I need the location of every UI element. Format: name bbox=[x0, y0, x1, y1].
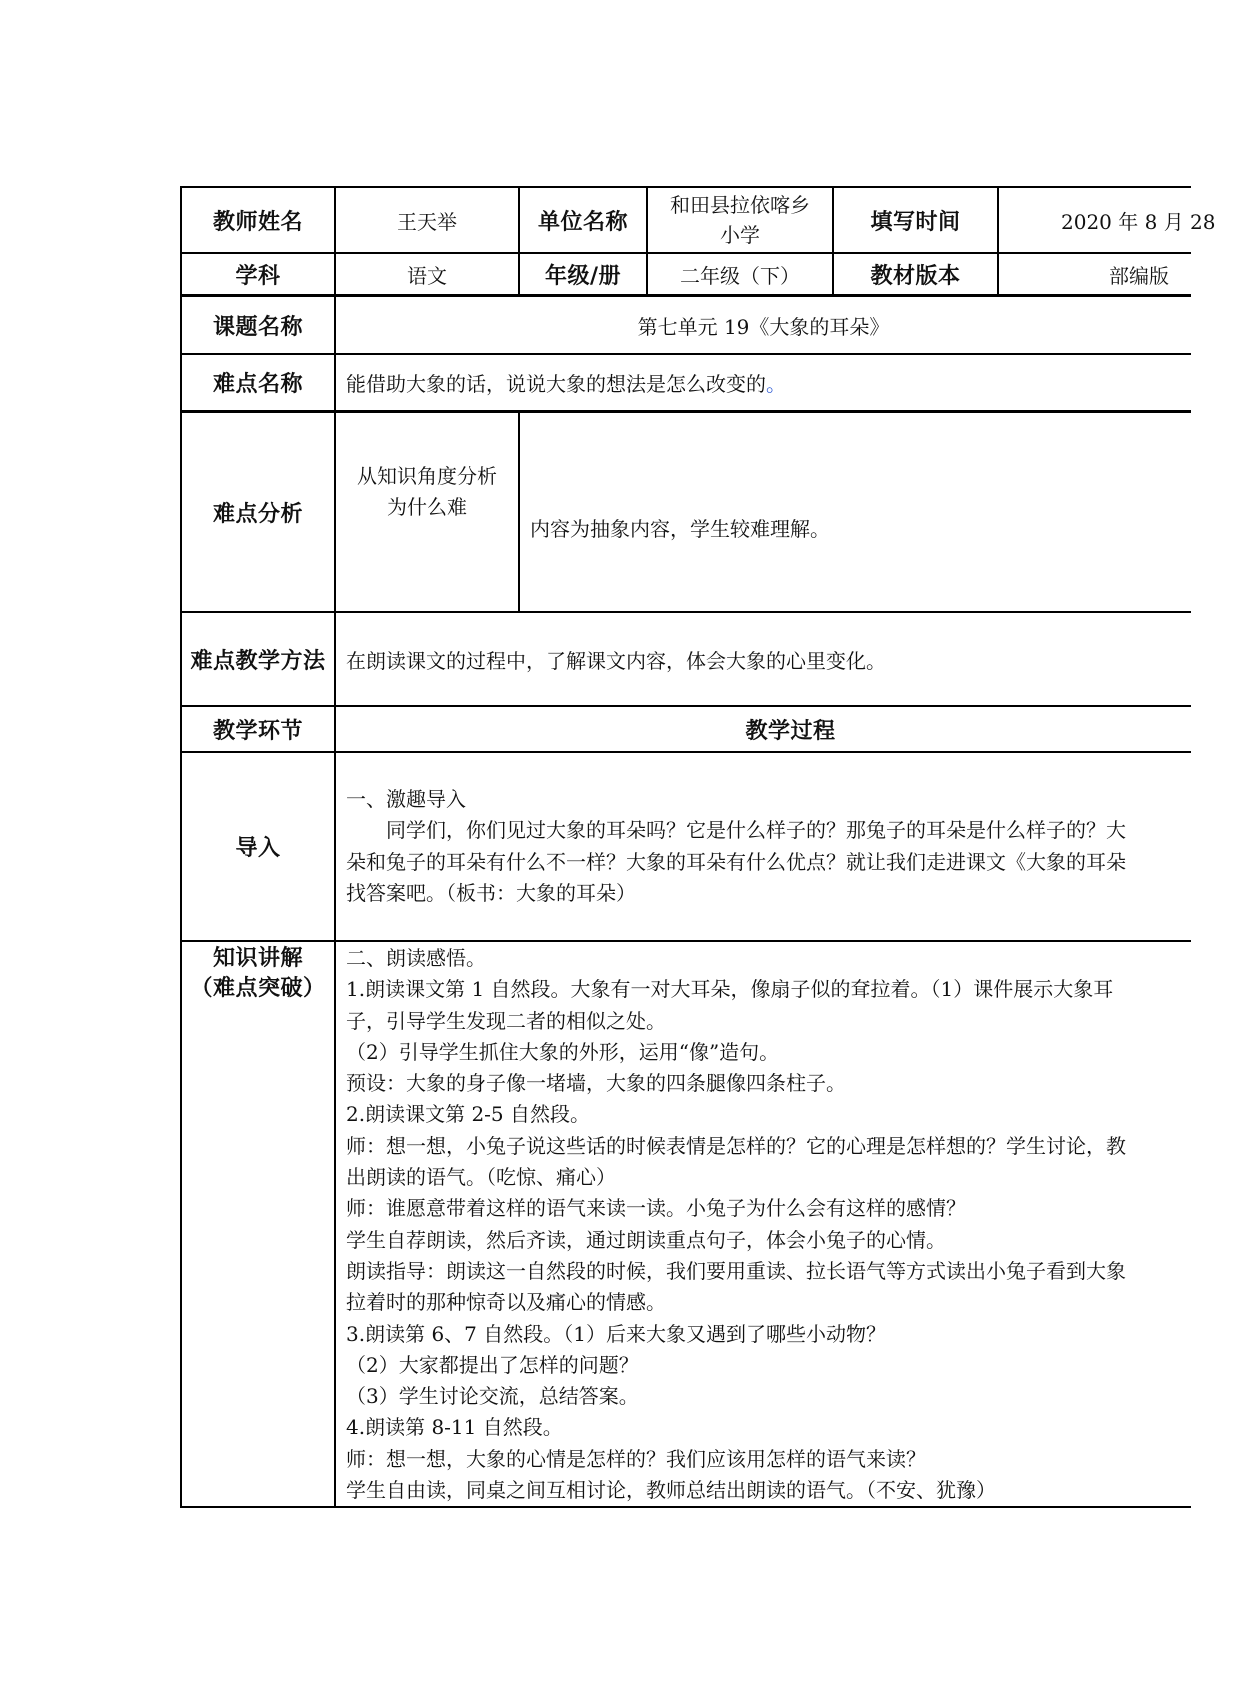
intro-line: 找答案吧。（板书：大象的耳朵） bbox=[346, 880, 636, 905]
stage-label: 教学环节 bbox=[212, 718, 303, 744]
difficulty-value bbox=[336, 355, 1191, 410]
topic-value: 第七单元 19《大象的耳朵》 bbox=[637, 314, 890, 339]
fill-date-value: 2020 年 8 月 28 bbox=[1061, 209, 1216, 234]
knowledge-line: （2）大家都提出了怎样的问题？ bbox=[346, 1352, 639, 1377]
knowledge-line: 学生自由读，同桌之间互相讨论，教师总结出朗读的语气。（不安、犹豫） bbox=[346, 1478, 996, 1503]
grade-label: 年级/册 bbox=[544, 263, 622, 289]
knowledge-label bbox=[182, 942, 334, 1006]
knowledge-line: 拉着时的那种惊奇以及痛心的情感。 bbox=[346, 1290, 666, 1315]
knowledge-line: 师：想一想，大象的心情是怎样的？我们应该用怎样的语气来读？ bbox=[346, 1446, 926, 1471]
method-label: 难点教学方法 bbox=[190, 648, 326, 674]
knowledge-line: 预设：大象的身子像一堵墙，大象的四条腿像四条柱子。 bbox=[346, 1071, 846, 1096]
knowledge-label-line2: （难点突破） bbox=[190, 976, 326, 1001]
grade-value: 二年级（下） bbox=[680, 263, 800, 288]
unit-name-line2: 小学 bbox=[720, 223, 760, 247]
knowledge-line: （2）引导学生抓住大象的外形，运用“像”造句。 bbox=[346, 1039, 780, 1064]
knowledge-line: （3）学生讨论交流，总结答案。 bbox=[346, 1384, 639, 1409]
unit-name-label: 单位名称 bbox=[537, 209, 628, 235]
edition-label: 教材版本 bbox=[870, 263, 961, 289]
knowledge-line: 师：想一想，小兔子说这些话的时候表情是怎样的？它的心理是怎样想的？学生讨论，教 bbox=[346, 1133, 1126, 1158]
unit-name-line1: 和田县拉依喀乡 bbox=[670, 193, 810, 217]
knowledge-line: 2.朗读课文第 2-5 自然段。 bbox=[346, 1102, 591, 1127]
edition-value: 部编版 bbox=[1109, 263, 1169, 288]
difficulty-label: 难点名称 bbox=[212, 372, 303, 397]
knowledge-line: 学生自荐朗读，然后齐读，通过朗读重点句子，体会小兔子的心情。 bbox=[346, 1227, 946, 1252]
difficulty-text: 能借助大象的话，说说大象的想法是怎么改变的 bbox=[346, 372, 766, 396]
knowledge-line: 出朗读的语气。（吃惊、痛心） bbox=[346, 1165, 616, 1190]
knowledge-label-line1: 知识讲解 bbox=[212, 946, 303, 971]
difficulty-period: 。 bbox=[766, 372, 786, 396]
analysis-sub-line1: 从知识角度分析 bbox=[357, 464, 497, 488]
knowledge-line: 4.朗读第 8-11 自然段。 bbox=[346, 1415, 563, 1440]
topic-label: 课题名称 bbox=[212, 314, 303, 340]
process-label: 教学过程 bbox=[745, 718, 836, 744]
intro-line: 朵和兔子的耳朵有什么不一样？大象的耳朵有什么优点？就让我们走进课文《大象的耳朵 bbox=[346, 849, 1126, 874]
analysis-subheading bbox=[336, 413, 518, 611]
analysis-sub-line2: 为什么难 bbox=[387, 495, 467, 519]
knowledge-line: 二、朗读感悟。 bbox=[346, 946, 486, 970]
intro-line: 一、激趣导入 bbox=[346, 787, 466, 811]
subject-value: 语文 bbox=[407, 263, 447, 288]
intro-content bbox=[346, 784, 1126, 909]
intro-line: 同学们，你们见过大象的耳朵吗？它是什么样子的？那兔子的耳朵是什么样子的？大 bbox=[386, 818, 1126, 843]
teacher-name-value: 王天举 bbox=[397, 209, 457, 234]
subject-label: 学科 bbox=[235, 263, 281, 289]
fill-date-label: 填写时间 bbox=[870, 209, 961, 235]
knowledge-content bbox=[346, 943, 1126, 1506]
analysis-value: 内容为抽象内容，学生较难理解。 bbox=[530, 516, 830, 541]
knowledge-line: 1.朗读课文第 1 自然段。大象有一对大耳朵，像扇子似的耷拉着。（1）课件展示大象耳 bbox=[346, 977, 1114, 1002]
knowledge-line: 师：谁愿意带着这样的语气来读一读。小兔子为什么会有这样的感情？ bbox=[346, 1196, 966, 1221]
analysis-label: 难点分析 bbox=[212, 501, 303, 527]
knowledge-line: 朗读指导：朗读这一自然段的时候，我们要用重读、拉长语气等方式读出小兔子看到大象 bbox=[346, 1258, 1126, 1283]
unit-name-value bbox=[648, 188, 832, 252]
method-value: 在朗读课文的过程中，了解课文内容，体会大象的心里变化。 bbox=[346, 648, 886, 673]
knowledge-line: 3.朗读第 6、7 自然段。（1）后来大象又遇到了哪些小动物？ bbox=[346, 1321, 886, 1346]
intro-label: 导入 bbox=[235, 836, 281, 861]
teacher-name-label: 教师姓名 bbox=[212, 209, 303, 235]
knowledge-line: 子，引导学生发现二者的相似之处。 bbox=[346, 1008, 666, 1033]
lesson-plan-table bbox=[180, 186, 1216, 1508]
